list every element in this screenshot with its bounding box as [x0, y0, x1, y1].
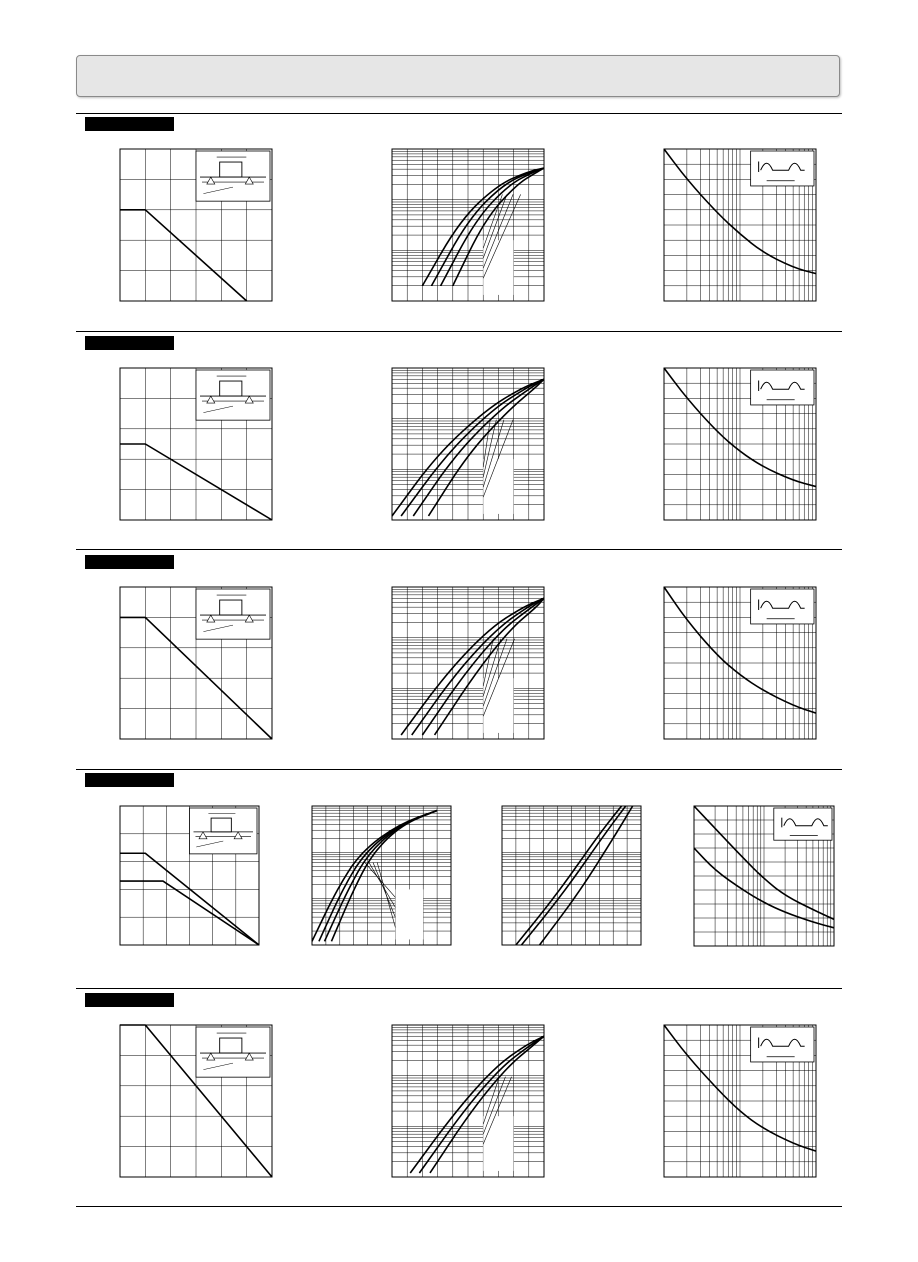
legend-box: [483, 1116, 513, 1171]
section-tag: [85, 336, 174, 350]
chart-row5-forward: [391, 1024, 545, 1178]
legend-box: [395, 889, 423, 939]
page-title-bar: [76, 55, 840, 97]
diode-body: [211, 818, 231, 832]
chart-row3-forward: [391, 586, 545, 740]
diode-body: [220, 1038, 242, 1053]
waveform-inset: [751, 151, 814, 186]
section-divider: [76, 331, 842, 332]
chart-row2-forward: [391, 367, 545, 521]
section-divider: [76, 769, 842, 770]
series-2-curve: [521, 806, 625, 945]
series-3-curve: [540, 806, 633, 945]
page-bottom-rule: [76, 1206, 842, 1207]
series-1-curve: [120, 210, 247, 301]
legend-box: [483, 459, 513, 514]
section-divider: [76, 988, 842, 989]
chart-row3-surge: [663, 586, 817, 740]
chart-row1-forward: [391, 148, 545, 302]
section-divider: [76, 549, 842, 550]
waveform-inset: [774, 808, 832, 840]
mounting-inset: [196, 151, 270, 201]
series-2-curve: [419, 1036, 544, 1173]
section-tag: [85, 555, 174, 569]
mounting-inset: [196, 370, 270, 420]
chart-row4-surge: [693, 805, 835, 947]
diode-body: [220, 381, 242, 396]
chart-row4-forward: [311, 805, 452, 946]
chart-row4-reverse: [501, 805, 642, 946]
waveform-inset: [751, 370, 814, 405]
chart-row3-derating: [119, 586, 273, 740]
section-tag: [85, 993, 174, 1007]
diode-body: [220, 600, 242, 615]
chart-row1-derating: [119, 148, 273, 302]
chart-row2-surge: [663, 367, 817, 521]
mounting-inset: [196, 1027, 270, 1077]
chart-row5-derating: [119, 1024, 273, 1178]
mounting-inset: [190, 808, 258, 854]
section-tag: [85, 773, 174, 787]
mounting-inset: [196, 589, 270, 639]
series-2-curve: [412, 598, 544, 735]
diode-body: [220, 162, 242, 177]
series-1-curve: [516, 806, 622, 945]
chart-row4-derating: [119, 805, 260, 946]
chart-row1-surge: [663, 148, 817, 302]
chart-row2-derating: [119, 367, 273, 521]
section-tag: [85, 117, 174, 131]
chart-row5-surge: [663, 1024, 817, 1178]
waveform-inset: [751, 1027, 814, 1062]
legend-leader: [377, 862, 395, 927]
series-3-curve: [413, 379, 544, 516]
waveform-inset: [751, 589, 814, 624]
section-divider: [76, 113, 842, 114]
